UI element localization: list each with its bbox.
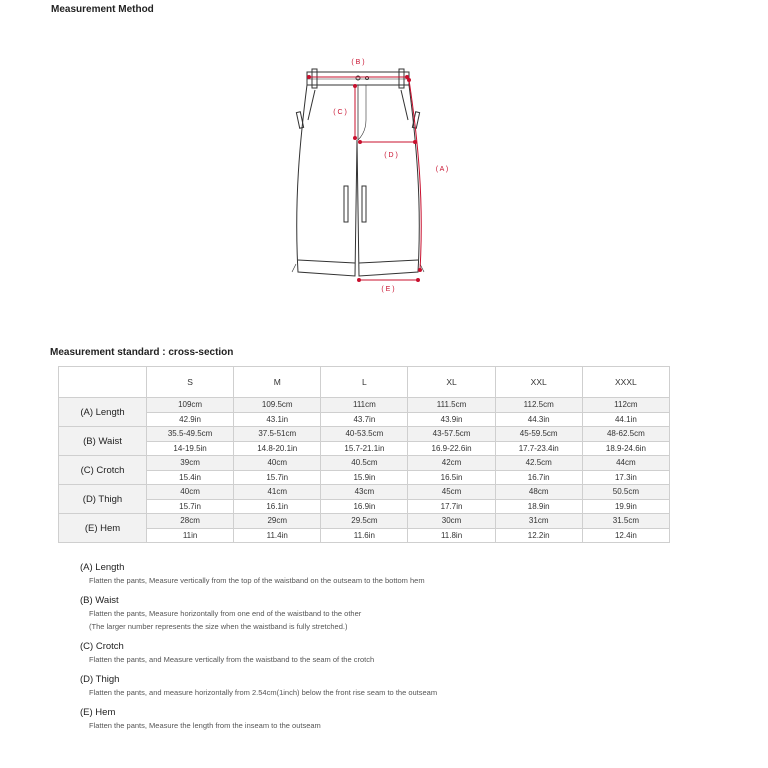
table-cell: 109cm: [147, 398, 234, 413]
table-cell: 17.3in: [582, 470, 669, 485]
note-description: Flatten the pants, Measure horizontally from one end of the waistband to the other: [89, 609, 362, 618]
table-row-in: [59, 528, 670, 543]
table-cell: 16.1in: [234, 499, 321, 514]
size-header: M: [234, 367, 321, 398]
note-title: (A) Length: [80, 562, 125, 573]
size-header: XL: [408, 367, 495, 398]
measurement-notes: [80, 561, 680, 739]
table-cell: 16.5in: [408, 470, 495, 485]
table-cell: 11.8in: [408, 528, 495, 543]
row-label: (C) Crotch: [59, 456, 147, 485]
table-cell: 16.7in: [495, 470, 582, 485]
label-b: ( B ): [351, 59, 365, 66]
table-cell: 43cm: [321, 485, 408, 500]
table-cell: 42cm: [408, 456, 495, 471]
table-cell: 50.5cm: [582, 485, 669, 500]
row-label: (B) Waist: [59, 427, 147, 456]
label-c: ( C ): [333, 109, 347, 116]
table-row-cm: [59, 398, 670, 413]
table-cell: 44cm: [582, 456, 669, 471]
measurement-standard-title: Measurement standard : cross-section: [50, 347, 234, 358]
table-row-in: [59, 441, 670, 456]
table-cell: 15.7in: [147, 499, 234, 514]
table-cell: 42.9in: [147, 412, 234, 427]
table-cell: 45cm: [408, 485, 495, 500]
table-cell: 111cm: [321, 398, 408, 413]
table-row-in: [59, 412, 670, 427]
table-cell: 39cm: [147, 456, 234, 471]
note-title: (D) Thigh: [80, 674, 120, 685]
table-cell: 16.9in: [321, 499, 408, 514]
note-description: Flatten the pants, and measure horizontally from 2.54cm(1inch) below the front rise seam to the outseam: [89, 688, 438, 697]
table-row-cm: [59, 514, 670, 529]
table-cell: 30cm: [408, 514, 495, 529]
table-cell: 112cm: [582, 398, 669, 413]
table-row-in: [59, 470, 670, 485]
note-length: [80, 561, 680, 587]
table-cell: 43.9in: [408, 412, 495, 427]
label-d: ( D ): [384, 152, 398, 159]
table-cell: 42.5cm: [495, 456, 582, 471]
table-cell: 28cm: [147, 514, 234, 529]
table-cell: 19.9in: [582, 499, 669, 514]
table-cell: 16.9-22.6in: [408, 441, 495, 456]
table-row-cm: [59, 427, 670, 442]
table-row-cm: [59, 485, 670, 500]
table-cell: 12.4in: [582, 528, 669, 543]
note-description: (The larger number represents the size when the waistband is fully stretched.): [89, 622, 348, 631]
table-cell: 11.4in: [234, 528, 321, 543]
note-description: Flatten the pants, and Measure vertically from the waistband to the seam of the crotch: [89, 655, 375, 664]
table-cell: 40.5cm: [321, 456, 408, 471]
table-cell: 41cm: [234, 485, 321, 500]
note-hem: [80, 706, 680, 732]
note-title: (E) Hem: [80, 707, 116, 718]
table-cell: 112.5cm: [495, 398, 582, 413]
table-cell: 44.1in: [582, 412, 669, 427]
pants-measurement-diagram: [270, 50, 470, 300]
size-header: XXL: [495, 367, 582, 398]
table-cell: 31cm: [495, 514, 582, 529]
table-cell: 15.7-21.1in: [321, 441, 408, 456]
table-cell: 109.5cm: [234, 398, 321, 413]
table-cell: 43-57.5cm: [408, 427, 495, 442]
row-label: (A) Length: [59, 398, 147, 427]
note-waist: [80, 594, 680, 633]
label-e: ( E ): [381, 286, 395, 293]
size-header: S: [147, 367, 234, 398]
table-cell: 18.9-24.6in: [582, 441, 669, 456]
table-cell: 111.5cm: [408, 398, 495, 413]
table-cell: 11.6in: [321, 528, 408, 543]
table-cell: 17.7-23.4in: [495, 441, 582, 456]
note-description: Flatten the pants, Measure vertically from the top of the waistband on the outseam to the bottom hem: [89, 576, 425, 585]
size-table: [58, 366, 670, 543]
note-thigh: [80, 673, 680, 699]
table-cell: 11in: [147, 528, 234, 543]
row-label: (D) Thigh: [59, 485, 147, 514]
table-cell: 14-19.5in: [147, 441, 234, 456]
table-row-in: [59, 499, 670, 514]
table-cell: 15.4in: [147, 470, 234, 485]
table-cell: 37.5-51cm: [234, 427, 321, 442]
table-cell: 29.5cm: [321, 514, 408, 529]
note-description: Flatten the pants, Measure the length from the inseam to the outseam: [89, 721, 321, 730]
table-cell: 44.3in: [495, 412, 582, 427]
table-cell: 29cm: [234, 514, 321, 529]
table-cell: 35.5-49.5cm: [147, 427, 234, 442]
table-cell: 43.1in: [234, 412, 321, 427]
table-cell: 18.9in: [495, 499, 582, 514]
label-a: ( A ): [435, 166, 449, 173]
table-cell: 48-62.5cm: [582, 427, 669, 442]
table-cell: 31.5cm: [582, 514, 669, 529]
table-cell: 45-59.5cm: [495, 427, 582, 442]
table-cell: 12.2in: [495, 528, 582, 543]
note-title: (C) Crotch: [80, 641, 124, 652]
row-label: (E) Hem: [59, 514, 147, 543]
note-crotch: [80, 640, 680, 666]
table-cell: 14.8-20.1in: [234, 441, 321, 456]
size-header-row: [59, 367, 670, 398]
measurement-method-title: Measurement Method: [51, 4, 154, 15]
table-cell: 40cm: [147, 485, 234, 500]
table-cell: 15.9in: [321, 470, 408, 485]
size-header: L: [321, 367, 408, 398]
table-cell: 40cm: [234, 456, 321, 471]
table-corner: [59, 367, 147, 398]
note-title: (B) Waist: [80, 595, 119, 606]
table-cell: 17.7in: [408, 499, 495, 514]
table-cell: 43.7in: [321, 412, 408, 427]
size-header: XXXL: [582, 367, 669, 398]
table-row-cm: [59, 456, 670, 471]
table-cell: 48cm: [495, 485, 582, 500]
table-cell: 40-53.5cm: [321, 427, 408, 442]
table-cell: 15.7in: [234, 470, 321, 485]
